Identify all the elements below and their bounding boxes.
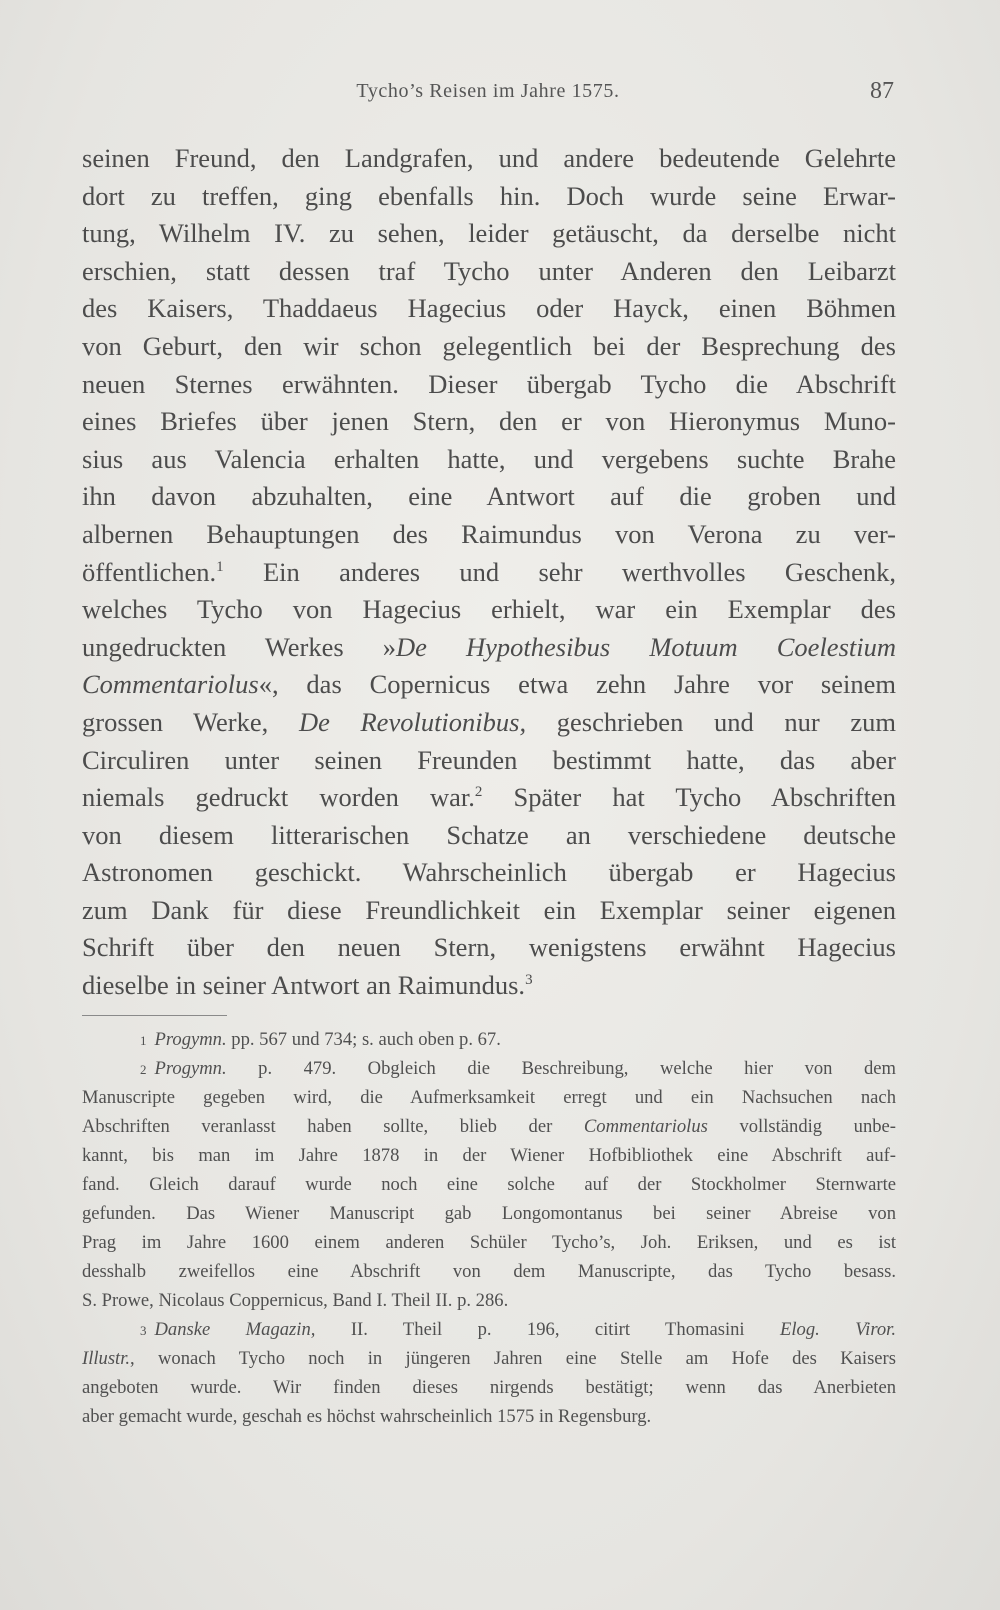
italic-title: De Revolutionibus,	[298, 706, 527, 737]
text-line	[82, 967, 896, 1005]
footnote-number: 2	[140, 1062, 147, 1077]
footnotes	[82, 1025, 896, 1431]
text-run: Später hat Tycho Abschriften	[482, 782, 896, 813]
footnote-3	[82, 1315, 896, 1344]
main-text	[82, 140, 896, 1005]
text-run: grossen Werke,	[82, 706, 299, 737]
text-run: öffentlichen.	[82, 556, 217, 587]
text-line: seinen Freund, den Landgrafen, und andere bedeutende Gelehrte	[82, 143, 896, 173]
text-run: Ein anderes und sehr werthvolles Geschenk,	[223, 556, 896, 587]
footnote-ref: 2	[474, 784, 483, 801]
footnote-line: Prag im Jahre 1600 einem anderen Schüler Tycho’s, Joh. Eriksen, und es ist	[82, 1232, 896, 1253]
italic-title: Progymn.	[154, 1058, 227, 1079]
footnote-line: S. Prowe, Nicolaus Coppernicus, Band I. Theil II. p. 286.	[82, 1290, 509, 1311]
text-line	[82, 704, 896, 742]
text-run: «, das Copernicus etwa zehn Jahre vor seinem	[258, 669, 896, 700]
footnote-divider	[82, 1015, 227, 1016]
running-header	[82, 80, 894, 110]
footnote-line: fand. Gleich darauf wurde noch eine solche auf der Stockholmer Sternwarte	[82, 1174, 896, 1195]
footnote-line: angeboten wurde. Wir finden dieses nirgends bestätigt; wenn das Anerbieten	[82, 1377, 896, 1398]
italic-title: Progymn.	[154, 1029, 227, 1050]
text-line: von diesem litterarischen Schatze an verschiedene deutsche	[82, 819, 896, 850]
text-line: neuen Sternes erwähnten. Dieser übergab Tycho die Abschrift	[82, 368, 896, 399]
text-line: tung, Wilhelm IV. zu sehen, leider getäuscht, da derselbe nicht	[82, 218, 896, 249]
italic-title: De Hypothesibus Motuum Coelestium	[395, 631, 896, 662]
text-line: sius aus Valencia erhalten hatte, und vergebens suchte Brahe	[82, 443, 896, 474]
footnote-line	[82, 1344, 896, 1373]
page-number: 87	[870, 78, 894, 104]
text-line: welches Tycho von Hagecius erhielt, war ein Exemplar des	[82, 594, 896, 625]
text-line: Astronomen geschickt. Wahrscheinlich übergab er Hagecius	[82, 857, 896, 888]
text-line	[82, 629, 896, 667]
italic-title: Commentariolus	[583, 1116, 708, 1137]
footnote-line	[82, 1112, 896, 1141]
text-run: ungedruckten Werkes »	[82, 631, 396, 662]
text-run: Abschriften veranlasst haben sollte, blieb der	[82, 1116, 584, 1137]
italic-title: Danske Magazin,	[154, 1319, 316, 1340]
text-run: p. 479. Obgleich die Beschreibung, welche hier von dem	[226, 1058, 896, 1079]
text-run: niemals gedruckt worden war.	[82, 782, 475, 813]
footnote-line: gefunden. Das Wiener Manuscript gab Longomontanus bei seiner Abreise von	[82, 1203, 896, 1224]
italic-title: Illustr.	[82, 1348, 131, 1369]
text-line: des Kaisers, Thaddaeus Hagecius oder Hayck, einen Böhmen	[82, 293, 896, 324]
italic-title: Commentariolus	[82, 669, 259, 700]
footnote-line: kannt, bis man im Jahre 1878 in der Wiener Hofbibliothek eine Abschrift auf-	[82, 1145, 896, 1166]
text-line: von Geburt, den wir schon gelegentlich bei der Besprechung des	[82, 330, 896, 361]
footnote-number: 1	[140, 1033, 147, 1048]
text-run: pp. 567 und 734; s. auch oben p. 67.	[226, 1029, 501, 1050]
italic-title: Elog. Viror.	[780, 1319, 897, 1340]
text-line: dort zu treffen, ging ebenfalls hin. Doch wurde seine Erwar-	[82, 180, 896, 211]
text-line: Schrift über den neuen Stern, wenigstens erwähnt Hagecius	[82, 932, 896, 963]
text-run: II. Theil p. 196, citirt Thomasini	[315, 1319, 781, 1340]
text-run: , wonach Tycho noch in jüngeren Jahren eine Stelle am Hofe des Kaisers	[130, 1348, 896, 1369]
text-line: eines Briefes über jenen Stern, den er von Hieronymus Muno-	[82, 406, 896, 437]
footnote-line: aber gemacht wurde, geschah es höchst wahrscheinlich 1575 in Regensburg.	[82, 1406, 652, 1427]
running-title: Tycho’s Reisen im Jahre 1575.	[356, 80, 620, 102]
footnote-ref: 3	[525, 972, 533, 989]
footnote-line: Manuscripte gegeben wird, die Aufmerksamkeit erregt und ein Nachsuchen nach	[82, 1087, 896, 1108]
text-run: geschrieben und nur zum	[526, 706, 897, 737]
text-run: dieselbe in seiner Antwort an Raimundus.	[82, 970, 526, 1001]
footnote-ref: 1	[216, 558, 224, 575]
text-line	[82, 554, 896, 592]
text-line: zum Dank für diese Freundlichkeit ein Exemplar seiner eigenen	[82, 894, 896, 925]
footnote-line: desshalb zweifellos eine Abschrift von dem Manuscripte, das Tycho besass.	[82, 1261, 896, 1282]
text-line: Circuliren unter seinen Freunden bestimmt hatte, das aber	[82, 744, 896, 775]
text-line	[82, 666, 896, 704]
text-run: vollständig unbe-	[707, 1116, 896, 1137]
text-line: albernen Behauptungen des Raimundus von Verona zu ver-	[82, 518, 896, 549]
footnote-number: 3	[140, 1323, 147, 1338]
footnote-2	[82, 1054, 896, 1083]
text-line: erschien, statt dessen traf Tycho unter Anderen den Leibarzt	[82, 255, 896, 286]
text-line: ihn davon abzuhalten, eine Antwort auf die groben und	[82, 481, 896, 512]
text-line	[82, 779, 896, 817]
footnote-1	[82, 1025, 896, 1054]
